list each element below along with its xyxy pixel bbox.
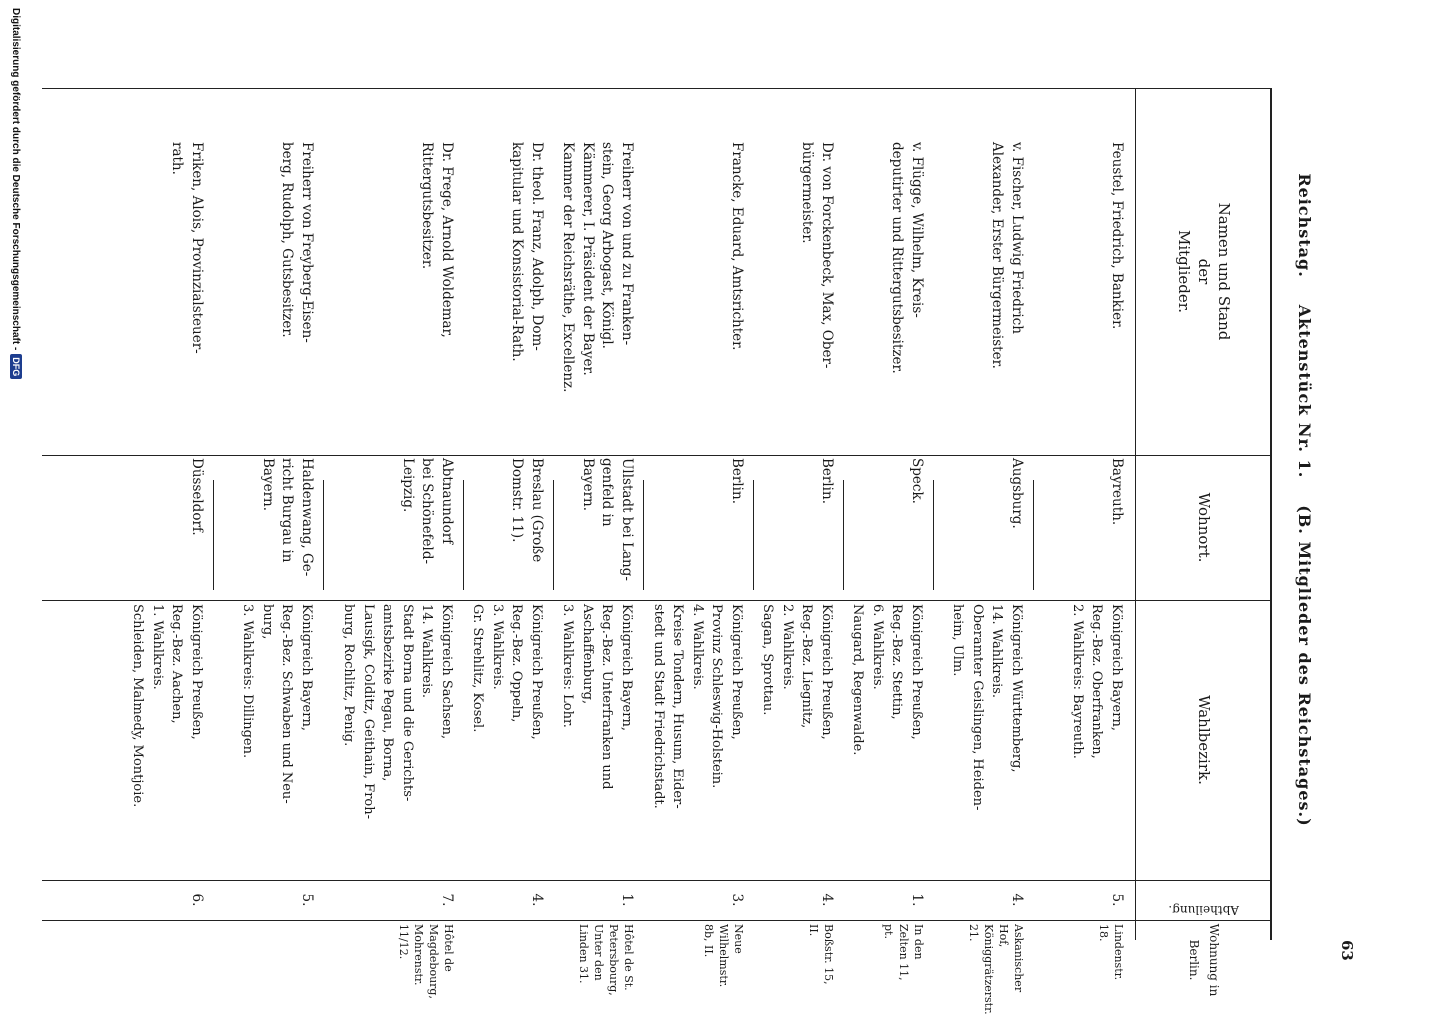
cell-wohnung: Neue Wilhelmstr. 8b, II. — [702, 924, 745, 988]
cell-wohnort: Haldenwang, Ge- richt Burgau in Bayern. — [260, 458, 315, 577]
cell-abtheilung: 1. — [619, 893, 635, 907]
column-rule — [42, 455, 1272, 456]
column-header-name-text: Namen und Stand der Mitglieder. — [1175, 202, 1233, 341]
cell-wahlbezirk: Königreich Preußen, Reg.-Bez. Oppeln, 3. Wahlkreis. Gr. Strehlitz, Kosel. — [470, 604, 544, 740]
cell-abtheilung: 4. — [529, 893, 545, 907]
cell-wahlbezirk: Königreich Preußen, Reg.-Bez. Liegnitz, 2. Wahlkreis. Sagan, Sprottau. — [760, 604, 834, 740]
header-bottom-rule — [1135, 88, 1136, 940]
cell-name: Dr. theol. Franz, Adolph, Dom- kapitular und Konsistorial-Rath. — [509, 142, 545, 362]
cell-name: v. Fischer, Ludwig Friedrich Alexander, Erster Bürgermeister. — [989, 142, 1025, 369]
page-number: 63 — [1338, 940, 1356, 961]
cell-wohnort: Breslau (Große Domstr. 11). — [509, 458, 545, 563]
cell-wohnung: Askanischer Hof, Königgrätzerstr. 21. — [967, 924, 1025, 1015]
cell-name: Dr. von Forckenbeck, Max, Ober- bürgermeister. — [799, 142, 835, 369]
cell-wohnort: Ullstadt bei Lang- genfeld in Bayern. — [580, 458, 635, 581]
row-rule — [553, 480, 554, 590]
column-header-abtheilung — [1144, 880, 1264, 920]
cell-abtheilung: 5. — [1109, 893, 1125, 907]
cell-wahlbezirk: Königreich Sachsen, 14. Wahlkreis. Stadt Borna und die Gerichts- amtsbezirke Pegau, Borna, Lausigk, Colditz, Geithain, Froh- burg, Rochlitz, Penig. — [341, 604, 454, 820]
cell-wohnung: Hôtel de Magdebourg, Mohrenstr. 11/12. — [397, 924, 455, 999]
cell-abtheilung: 1. — [909, 893, 925, 907]
cell-wahlbezirk: Königreich Preußen, Reg.-Bez. Aachen, 1. Wahlkreis. Schleiden, Malmedy, Montjoie. — [130, 604, 204, 808]
table-top-rule — [1270, 88, 1272, 940]
cell-wohnort: Speck. — [909, 458, 925, 504]
header-middle: Aktenstück Nr. 1. — [1295, 304, 1314, 479]
cell-wohnort: Düsseldorf. — [189, 458, 205, 536]
cell-wahlbezirk: Königreich Preußen, Provinz Schleswig-Holstein. 4. Wahlkreis. Kreise Tondern, Husum, Eider- stedt und Stadt Friedrichstadt. — [651, 604, 744, 809]
cell-abtheilung: 3. — [729, 893, 745, 907]
cell-abtheilung: 6. — [189, 893, 205, 907]
column-rule — [42, 600, 1272, 601]
cell-name: v. Flügge, Wilhelm, Kreis- deputirter und Rittergutsbesitzer. — [889, 142, 925, 374]
row-rule — [1033, 480, 1034, 590]
column-header-wohnort — [1144, 455, 1264, 600]
cell-abtheilung: 5. — [299, 893, 315, 907]
column-header-wohnung — [1144, 920, 1264, 1000]
cell-wohnung: In den Zelten 11, pt. — [882, 924, 925, 981]
row-rule — [463, 480, 464, 590]
cell-wohnort: Berlin. — [819, 458, 835, 504]
cell-abtheilung: 4. — [819, 893, 835, 907]
row-rule — [843, 480, 844, 590]
page-header — [1295, 60, 1314, 940]
row-rule — [323, 480, 324, 590]
cell-wahlbezirk: Königreich Bayern, Reg.-Bez. Oberfranken, 2. Wahlkreis: Bayreuth. — [1070, 604, 1124, 759]
cell-name: Francke, Eduard, Amtsrichter. — [729, 142, 745, 351]
digitization-credit — [0, 0, 32, 1000]
column-rule — [42, 88, 1272, 89]
column-header-wohnort-text: Wohnort. — [1195, 492, 1213, 563]
dfg-logo-icon: DFG — [10, 354, 22, 379]
row-rule — [643, 480, 644, 590]
cell-wohnort: Abtnaundorf bei Schönefeld- Leipzig. — [400, 458, 455, 565]
column-header-wahlbezirk — [1144, 600, 1264, 880]
column-header-abtheilung-text: Abtheilung. — [1168, 903, 1240, 917]
cell-wohnort: Bayreuth. — [1109, 458, 1125, 526]
cell-abtheilung: 7. — [439, 893, 455, 907]
cell-wahlbezirk: Königreich Bayern, Reg.-Bez. Schwaben und Neu- burg, 3. Wahlkreis: Dillingen. — [240, 604, 314, 804]
cell-wohnung: Hôtel de St. Petersbourg, Unter den Linden 31. — [577, 924, 635, 996]
column-rule — [42, 880, 1272, 881]
cell-name: Feustel, Friedrich, Bankier. — [1109, 142, 1125, 330]
cell-wohnung: Lindenstr. 18. — [1097, 924, 1125, 981]
cell-name: Freiherr von Freyberg-Eisen- berg, Rudolph, Gutsbesitzer. — [279, 142, 315, 343]
cell-name: Freiherr von und zu Franken- stein, Georg Arbogast, Königl. Kämmerer, I. Präsident der Bayer. Kammer der Reichsräthe, Excellenz. — [560, 142, 635, 393]
column-header-name — [1144, 88, 1264, 455]
column-rule — [42, 920, 1272, 921]
column-header-wohnung-text: Wohnung in Berlin. — [1187, 923, 1221, 997]
cell-name: Friken, Alois, Provinzialsteuer- rath. — [169, 142, 205, 354]
digitization-text: Digitalisierung gefördert durch die Deutsche Forschungsgemeinschaft - — [10, 8, 22, 351]
header-right: (B. Mitglieder des Reichstages.) — [1295, 505, 1314, 827]
cell-wahlbezirk: Königreich Württemberg, 14. Wahlkreis. Oberamter Geislingen, Heiden- heim, Ulm. — [950, 604, 1024, 811]
row-rule — [933, 480, 934, 590]
cell-abtheilung: 4. — [1009, 893, 1025, 907]
row-rule — [753, 480, 754, 590]
header-left: Reichstag. — [1295, 173, 1314, 278]
cell-wohnort: Berlin. — [729, 458, 745, 504]
cell-wahlbezirk: Königreich Bayern, Reg.-Bez. Unterfranken und Aschaffenburg, 3. Wahlkreis: Lohr. — [560, 604, 634, 790]
column-header-wahlbezirk-text: Wahlbezirk. — [1195, 695, 1213, 785]
cell-wohnort: Augsburg. — [1009, 458, 1025, 529]
cell-wahlbezirk: Königreich Preußen, Reg.-Bez. Stettin, 6. Wahlkreis. Naugard, Regenwalde. — [850, 604, 924, 756]
row-rule — [213, 480, 214, 590]
cell-name: Dr. Frege, Arnold Woldemar, Rittergutsbesitzer. — [419, 142, 455, 338]
cell-wohnung: Boßstr. 15, II. — [807, 924, 835, 985]
